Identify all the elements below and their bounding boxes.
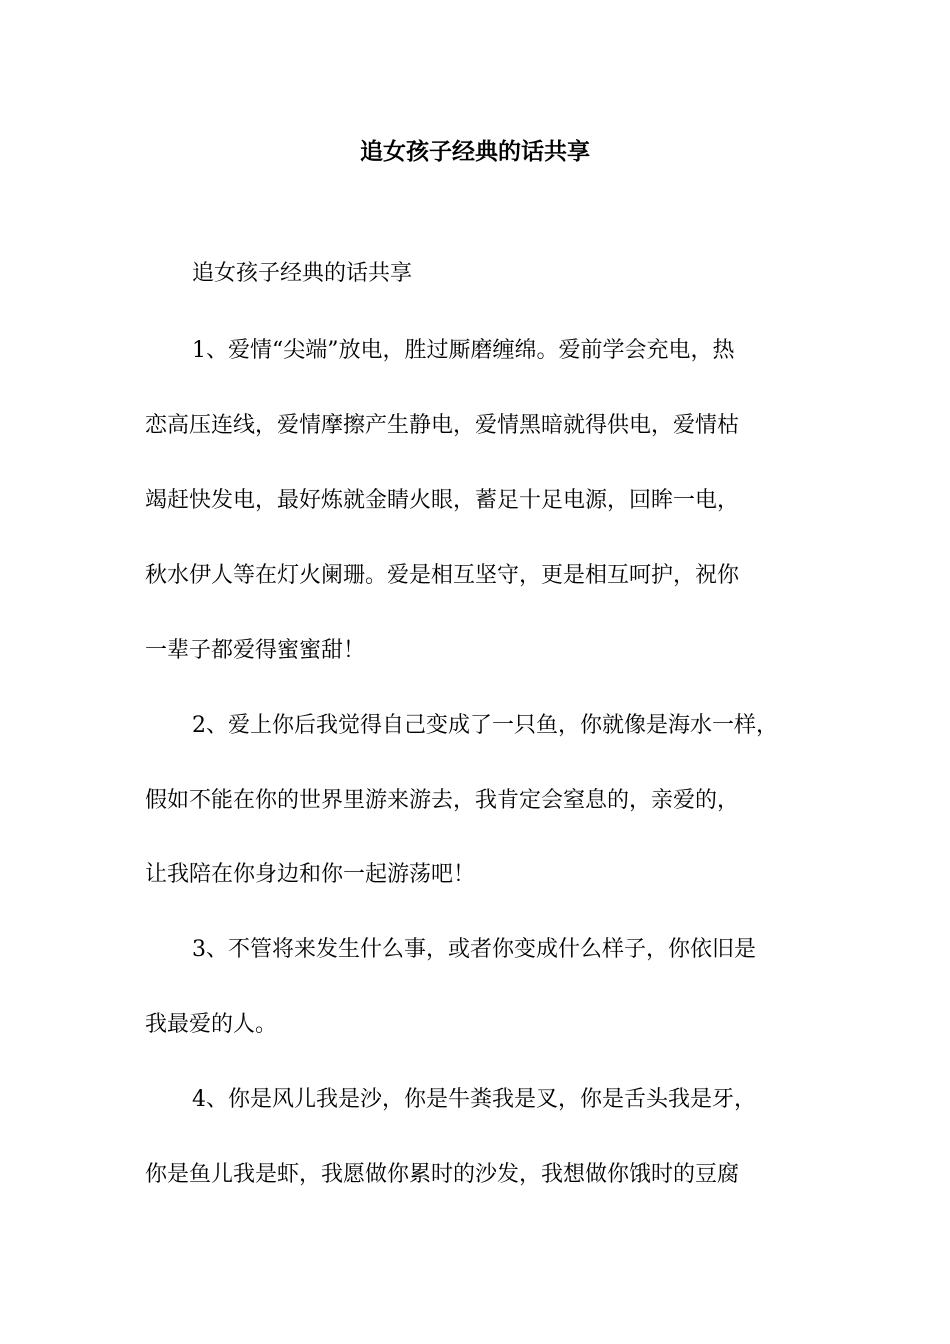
paragraph-line: 恋高压连线，爱情摩擦产生静电，爱情黑暗就得供电，爱情枯 [145,413,740,438]
paragraph-line: 秋水伊人等在灯火阑珊。爱是相互坚守，更是相互呵护，祝你 [145,563,740,588]
paragraph-line: 让我陪在你身边和你一起游荡吧！ [145,862,476,887]
paragraph-line: 4、你是风儿我是沙，你是牛粪我是叉，你是舌头我是牙， [192,1087,756,1112]
paragraph-line: 3、不管将来发生什么事，或者你变成什么样子，你依旧是 [192,937,756,962]
paragraph-line: 一辈子都爱得蜜蜜甜！ [145,638,366,663]
paragraph-line: 你是鱼儿我是虾，我愿做你累时的沙发，我想做你饿时的豆腐 [145,1162,740,1187]
paragraph-line: 假如不能在你的世界里游来游去，我肯定会窒息的，亲爱的， [145,788,740,813]
document-title: 追女孩子经典的话共享 [360,139,590,165]
paragraph-line: 我最爱的人。 [145,1012,278,1037]
paragraph-line: 2、爱上你后我觉得自己变成了一只鱼，你就像是海水一样， [192,713,778,738]
paragraph-line: 竭赶快发电，最好炼就金睛火眼，蓄足十足电源，回眸一电， [145,488,740,513]
paragraph-line: 1、爱情“尖端”放电，胜过厮磨缠绵。爱前学会充电，热 [192,338,735,363]
subtitle-line: 追女孩子经典的话共享 [192,261,413,286]
